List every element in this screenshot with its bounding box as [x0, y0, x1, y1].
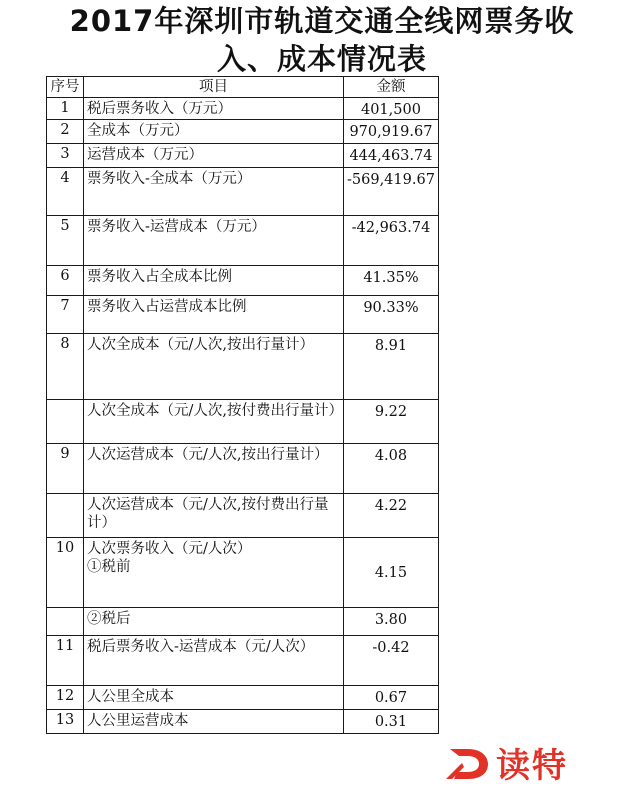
header-no: 序号 — [47, 77, 84, 98]
row-item — [84, 538, 344, 608]
row-no: 4 — [47, 168, 84, 216]
row-no: 3 — [47, 144, 84, 168]
table-row — [47, 686, 439, 710]
row-no: 2 — [47, 120, 84, 144]
row-no: 5 — [47, 216, 84, 266]
row-item: 人次运营成本（元/人次,按出行量计） — [84, 444, 344, 494]
data-table — [46, 76, 439, 734]
table-row — [47, 168, 439, 216]
page-title-line2: 入、成本情况表 — [216, 42, 427, 76]
row-no: 8 — [47, 334, 84, 400]
row-amount: 90.33% — [344, 296, 439, 334]
row-item: 税后票务收入-运营成本（元/人次） — [84, 636, 344, 686]
row-item: 人次运营成本（元/人次,按付费出行量计） — [84, 494, 344, 538]
header-item: 项目 — [84, 77, 344, 98]
table-row — [47, 400, 439, 444]
row-amount: 4.22 — [344, 494, 439, 538]
watermark — [446, 738, 568, 787]
row-amount: 41.35% — [344, 266, 439, 296]
table-row — [47, 144, 439, 168]
row-no: 1 — [47, 98, 84, 120]
row-item: 票务收入-全成本（万元） — [84, 168, 344, 216]
row-amount: 3.80 — [344, 608, 439, 636]
row-no: 7 — [47, 296, 84, 334]
row-amount: -569,419.67 — [344, 168, 439, 216]
row-item: 人次全成本（元/人次,按出行量计） — [84, 334, 344, 400]
table-row — [47, 710, 439, 734]
row-amount: 9.22 — [344, 400, 439, 444]
table-row — [47, 608, 439, 636]
d-logo-icon — [446, 743, 492, 783]
table-row — [47, 266, 439, 296]
watermark-text: 读特 — [496, 746, 568, 786]
row-item: 运营成本（万元） — [84, 144, 344, 168]
row-item-label: 人次票务收入（元/人次） — [87, 541, 252, 557]
row-no: 11 — [47, 636, 84, 686]
row-no: 9 — [47, 444, 84, 494]
row-amount: 4.08 — [344, 444, 439, 494]
row-item: 人次全成本（元/人次,按付费出行量计） — [84, 400, 344, 444]
row-item: 税后票务收入（万元） — [84, 98, 344, 120]
row-no: 6 — [47, 266, 84, 296]
table-row — [47, 334, 439, 400]
row-no: 13 — [47, 710, 84, 734]
table-row — [47, 216, 439, 266]
row-no: 10 — [47, 538, 84, 608]
row-no: 12 — [47, 686, 84, 710]
row-no — [47, 608, 84, 636]
row-amount: 970,919.67 — [344, 120, 439, 144]
row-amount: 8.91 — [344, 334, 439, 400]
table-row — [47, 120, 439, 144]
row-item: ②税后 — [84, 608, 344, 636]
row-amount: -0.42 — [344, 636, 439, 686]
page-title-line1: 2017年深圳市轨道交通全线网票务收 — [69, 4, 575, 38]
table-row — [47, 296, 439, 334]
row-amount: -42,963.74 — [344, 216, 439, 266]
row-item: 人公里运营成本 — [84, 710, 344, 734]
row-amount: 444,463.74 — [344, 144, 439, 168]
row-amount: 4.15 — [344, 538, 439, 608]
row-amount: 0.31 — [344, 710, 439, 734]
row-no — [47, 400, 84, 444]
table-row — [47, 538, 439, 608]
table-header-row — [47, 77, 439, 98]
row-amount: 0.67 — [344, 686, 439, 710]
row-no — [47, 494, 84, 538]
row-item: 票务收入占全成本比例 — [84, 266, 344, 296]
row-item: 票务收入占运营成本比例 — [84, 296, 344, 334]
table-row — [47, 98, 439, 120]
header-amount: 金额 — [344, 77, 439, 98]
row-item-sublabel: ①税前 — [87, 559, 131, 575]
row-item: 票务收入-运营成本（万元） — [84, 216, 344, 266]
row-amount: 401,500 — [344, 98, 439, 120]
row-item: 人公里全成本 — [84, 686, 344, 710]
row-item: 全成本（万元） — [84, 120, 344, 144]
table-row — [47, 444, 439, 494]
table-row — [47, 636, 439, 686]
table-row — [47, 494, 439, 538]
